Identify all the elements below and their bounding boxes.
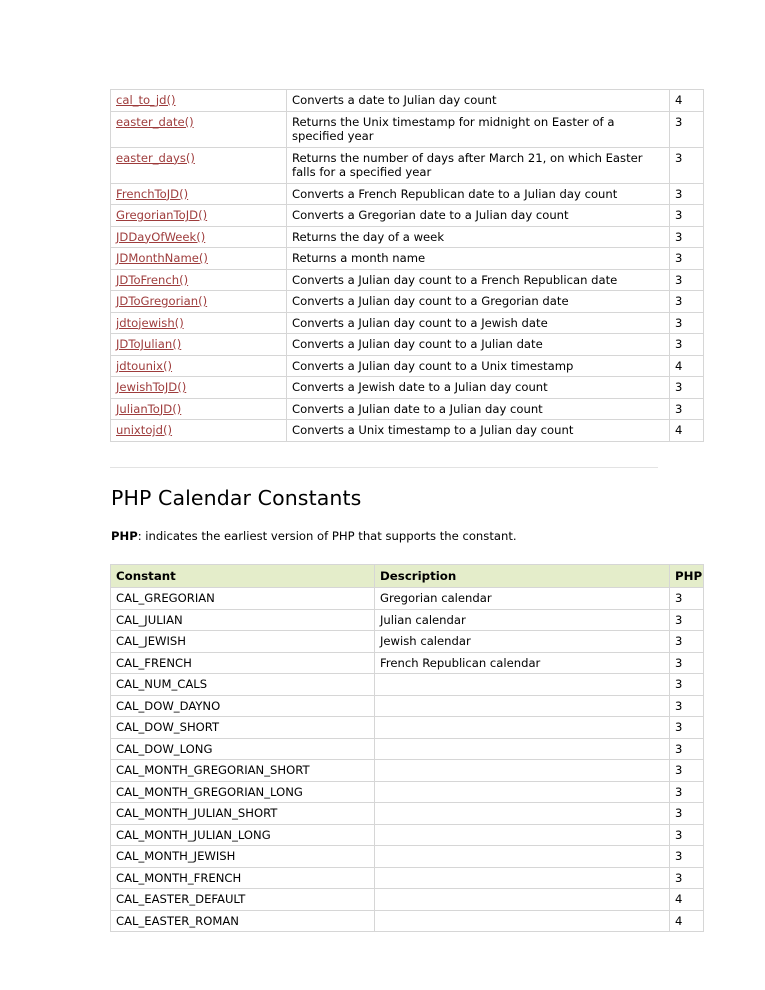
- function-description-cell: Converts a Julian day count to a Unix timestamp: [287, 355, 670, 377]
- constant-name-cell: CAL_GREGORIAN: [111, 588, 375, 610]
- function-link[interactable]: JDToFrench(): [116, 272, 189, 287]
- function-description-cell: Converts a Gregorian date to a Julian day count: [287, 205, 670, 227]
- function-link[interactable]: FrenchToJD(): [116, 186, 189, 201]
- php-version-cell: 4: [670, 420, 704, 442]
- table-row: [111, 631, 704, 653]
- table-row: [111, 269, 704, 291]
- column-header-constant: Constant: [111, 564, 375, 588]
- php-version-cell: 3: [670, 248, 704, 270]
- table-row: [111, 867, 704, 889]
- constant-name-cell: CAL_FRENCH: [111, 652, 375, 674]
- php-version-cell: 3: [670, 226, 704, 248]
- table-row: [111, 226, 704, 248]
- constant-name-cell: CAL_MONTH_FRENCH: [111, 867, 375, 889]
- table-row: [111, 588, 704, 610]
- constant-name-cell: CAL_EASTER_DEFAULT: [111, 889, 375, 911]
- function-name-cell: [111, 398, 287, 420]
- php-version-cell: 3: [670, 205, 704, 227]
- php-version-cell: 3: [670, 111, 704, 147]
- function-description-cell: Converts a Julian day count to a Julian date: [287, 334, 670, 356]
- table-row: [111, 889, 704, 911]
- constant-description-cell: [375, 717, 670, 739]
- function-link[interactable]: JDToJulian(): [116, 337, 182, 351]
- function-description-cell: Converts a date to Julian day count: [287, 90, 670, 112]
- function-link[interactable]: unixtojd(): [116, 423, 173, 437]
- function-name-cell: [111, 90, 287, 112]
- php-version-cell: 3: [670, 652, 704, 674]
- column-header-php: PHP: [670, 564, 704, 588]
- constant-name-cell: CAL_MONTH_JULIAN_SHORT: [111, 803, 375, 825]
- table-row: [111, 355, 704, 377]
- php-version-cell: 3: [670, 631, 704, 653]
- function-name-cell: [111, 111, 287, 147]
- php-version-cell: 3: [670, 609, 704, 631]
- constant-description-cell: [375, 867, 670, 889]
- table-row: [111, 291, 704, 313]
- php-version-cell: 3: [670, 695, 704, 717]
- constant-description-cell: Julian calendar: [375, 609, 670, 631]
- function-name-cell: [111, 355, 287, 377]
- php-version-note: [111, 529, 703, 544]
- function-link[interactable]: JDDayOfWeek(): [116, 229, 206, 244]
- constant-description-cell: [375, 824, 670, 846]
- php-note-text: : indicates the earliest version of PHP that supports the constant.: [137, 528, 517, 543]
- table-row: [111, 90, 704, 112]
- php-version-cell: 3: [670, 398, 704, 420]
- php-version-cell: 3: [670, 738, 704, 760]
- constant-name-cell: CAL_JULIAN: [111, 609, 375, 631]
- table-row: [111, 803, 704, 825]
- constant-description-cell: [375, 910, 670, 932]
- constant-description-cell: [375, 781, 670, 803]
- function-link[interactable]: jdtojewish(): [116, 315, 184, 330]
- php-version-cell: 3: [670, 867, 704, 889]
- php-version-cell: 4: [670, 889, 704, 911]
- function-description-cell: Converts a Julian date to a Julian day count: [287, 398, 670, 420]
- constant-description-cell: [375, 695, 670, 717]
- function-name-cell: [111, 205, 287, 227]
- document-content: [110, 89, 703, 932]
- php-version-cell: 4: [670, 355, 704, 377]
- function-name-cell: [111, 147, 287, 183]
- function-link[interactable]: JDMonthName(): [116, 251, 208, 265]
- calendar-functions-table: [110, 89, 704, 442]
- php-version-cell: 3: [670, 183, 704, 205]
- table-row: [111, 398, 704, 420]
- function-name-cell: [111, 334, 287, 356]
- function-link[interactable]: JewishToJD(): [116, 380, 187, 394]
- function-name-cell: [111, 226, 287, 248]
- php-version-cell: 3: [670, 377, 704, 399]
- constant-description-cell: [375, 846, 670, 868]
- constant-name-cell: CAL_DOW_LONG: [111, 738, 375, 760]
- constant-name-cell: CAL_MONTH_GREGORIAN_SHORT: [111, 760, 375, 782]
- table-row: [111, 695, 704, 717]
- function-name-cell: [111, 269, 287, 291]
- constant-description-cell: French Republican calendar: [375, 652, 670, 674]
- function-description-cell: Converts a Jewish date to a Julian day count: [287, 377, 670, 399]
- constant-description-cell: [375, 889, 670, 911]
- table-row: [111, 377, 704, 399]
- php-version-cell: 3: [670, 760, 704, 782]
- php-version-cell: 3: [670, 824, 704, 846]
- php-version-cell: 4: [670, 910, 704, 932]
- column-header-description: Description: [375, 564, 670, 588]
- table-row: [111, 846, 704, 868]
- section-divider-wrap: [110, 467, 703, 468]
- table-row: [111, 147, 704, 183]
- php-version-cell: 3: [670, 846, 704, 868]
- table-gap: [110, 544, 703, 564]
- constant-description-cell: Gregorian calendar: [375, 588, 670, 610]
- php-version-cell: 3: [670, 674, 704, 696]
- constant-name-cell: CAL_JEWISH: [111, 631, 375, 653]
- table-row: [111, 248, 704, 270]
- constant-description-cell: [375, 738, 670, 760]
- function-description-cell: Converts a Unix timestamp to a Julian day count: [287, 420, 670, 442]
- constant-name-cell: CAL_DOW_SHORT: [111, 717, 375, 739]
- function-name-cell: [111, 312, 287, 334]
- constant-description-cell: [375, 674, 670, 696]
- php-version-cell: 3: [670, 291, 704, 313]
- table-row: [111, 420, 704, 442]
- constant-description-cell: [375, 803, 670, 825]
- constant-name-cell: CAL_MONTH_JULIAN_LONG: [111, 824, 375, 846]
- function-description-cell: Converts a French Republican date to a Julian day count: [287, 183, 670, 205]
- php-version-cell: 3: [670, 312, 704, 334]
- function-link[interactable]: JulianToJD(): [116, 401, 182, 416]
- function-name-cell: [111, 420, 287, 442]
- table-row: [111, 609, 704, 631]
- constant-name-cell: CAL_NUM_CALS: [111, 674, 375, 696]
- calendar-functions-table-body: [111, 90, 704, 442]
- table-row: [111, 312, 704, 334]
- table-row: [111, 781, 704, 803]
- page-title: PHP Calendar Constants: [111, 485, 362, 510]
- php-version-cell: 4: [670, 90, 704, 112]
- constant-description-cell: Jewish calendar: [375, 631, 670, 653]
- table-row: [111, 674, 704, 696]
- php-version-cell: 3: [670, 588, 704, 610]
- table-row: [111, 183, 704, 205]
- function-description-cell: Converts a Julian day count to a French Republican date: [287, 269, 670, 291]
- table-row: [111, 738, 704, 760]
- function-link[interactable]: GregorianToJD(): [116, 208, 208, 222]
- function-description-cell: Returns the number of days after March 21, on which Easter falls for a specified year: [287, 147, 670, 183]
- table-row: [111, 760, 704, 782]
- function-description-cell: Returns the day of a week: [287, 226, 670, 248]
- function-link[interactable]: jdtounix(): [116, 358, 173, 373]
- function-description-cell: Returns a month name: [287, 248, 670, 270]
- function-link[interactable]: cal_to_jd(): [116, 93, 176, 107]
- table-row: [111, 652, 704, 674]
- php-note-label: PHP: [111, 528, 138, 543]
- table-row: [111, 334, 704, 356]
- function-name-cell: [111, 248, 287, 270]
- horizontal-divider: [110, 467, 658, 468]
- constant-name-cell: CAL_MONTH_JEWISH: [111, 846, 375, 868]
- table-row: [111, 205, 704, 227]
- php-version-cell: 3: [670, 147, 704, 183]
- function-name-cell: [111, 183, 287, 205]
- php-version-cell: 3: [670, 269, 704, 291]
- calendar-constants-table-body: [111, 588, 704, 932]
- function-description-cell: Converts a Julian day count to a Jewish date: [287, 312, 670, 334]
- constant-name-cell: CAL_MONTH_GREGORIAN_LONG: [111, 781, 375, 803]
- table-header-row: [111, 564, 704, 588]
- function-link[interactable]: JDToGregorian(): [116, 294, 208, 308]
- table-row: [111, 824, 704, 846]
- constant-description-cell: [375, 760, 670, 782]
- function-link[interactable]: easter_date(): [116, 114, 194, 129]
- constant-name-cell: CAL_DOW_DAYNO: [111, 695, 375, 717]
- table-row: [111, 111, 704, 147]
- table-row: [111, 910, 704, 932]
- function-description-cell: Returns the Unix timestamp for midnight on Easter of a specified year: [287, 111, 670, 147]
- php-version-cell: 3: [670, 803, 704, 825]
- table-row: [111, 717, 704, 739]
- calendar-constants-table-head: [111, 564, 704, 588]
- function-name-cell: [111, 291, 287, 313]
- php-version-cell: 3: [670, 717, 704, 739]
- constant-name-cell: CAL_EASTER_ROMAN: [111, 910, 375, 932]
- function-name-cell: [111, 377, 287, 399]
- function-link[interactable]: easter_days(): [116, 150, 195, 165]
- function-description-cell: Converts a Julian day count to a Gregorian date: [287, 291, 670, 313]
- php-version-cell: 3: [670, 334, 704, 356]
- calendar-constants-table: [110, 564, 704, 933]
- php-version-cell: 3: [670, 781, 704, 803]
